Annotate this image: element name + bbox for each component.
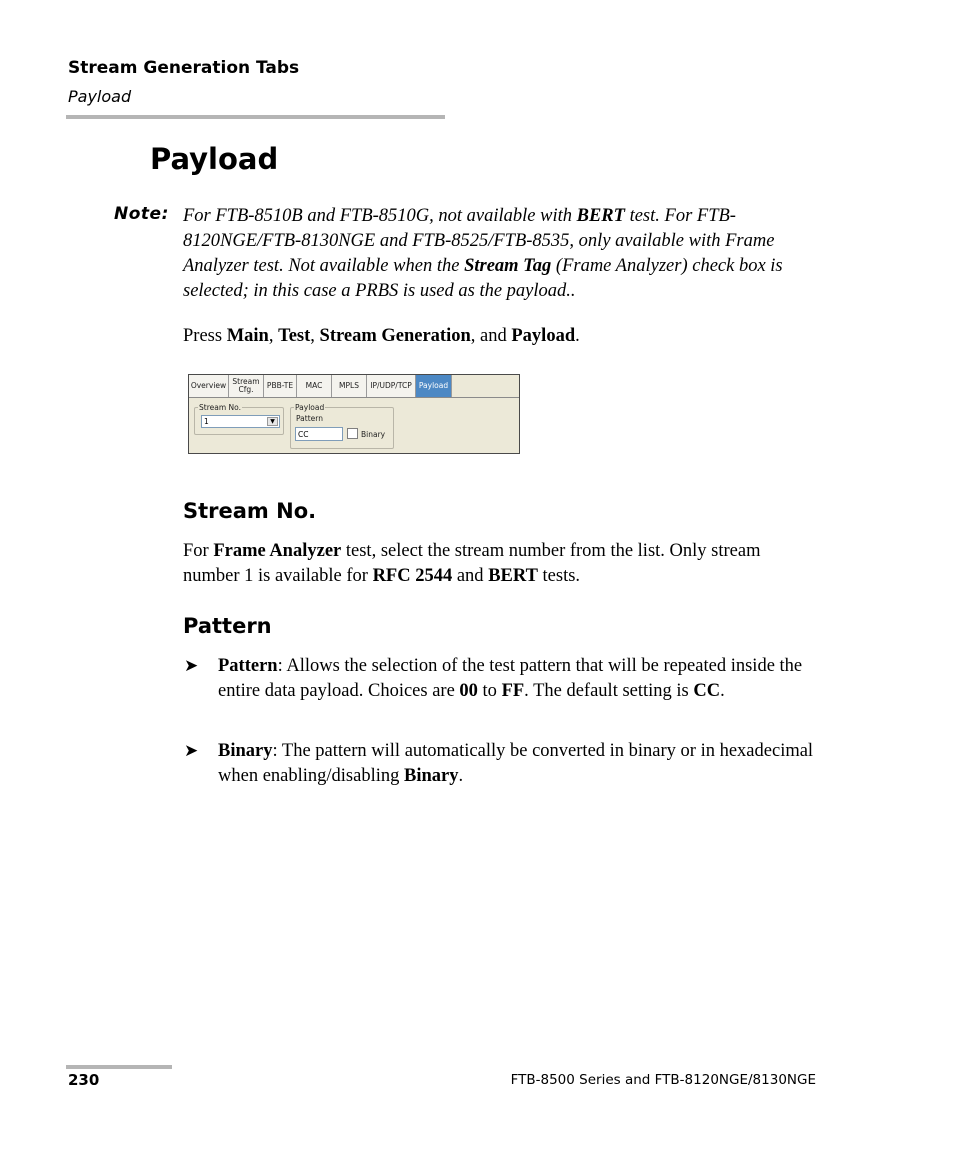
payload-group	[290, 403, 394, 449]
tab-mpls: MPLS	[332, 375, 367, 397]
stream-no-description: For Frame Analyzer test, select the stream number from the list. Only stream number 1 is available for RFC 2544 and BERT tests.	[183, 541, 761, 586]
navigation-instruction: Press Main, Test, Stream Generation, and Payload.	[183, 326, 580, 346]
stream-no-value: 1	[204, 417, 209, 426]
stream-no-heading: Stream No.	[183, 499, 317, 523]
tab-pbb-te: PBB-TE	[264, 375, 297, 397]
bullet-arrow-icon: ➤	[184, 741, 199, 760]
page-number: 230	[68, 1071, 100, 1089]
stream-no-group	[194, 403, 284, 435]
stream-no-legend: Stream No.	[199, 403, 241, 412]
binary-label: Binary	[361, 430, 386, 439]
pattern-field	[295, 427, 343, 441]
tab-payload: Payload	[416, 375, 452, 397]
running-header-section: Stream Generation Tabs	[68, 58, 300, 78]
payload-legend: Payload	[295, 403, 325, 412]
stream-no-select	[201, 415, 280, 428]
page-title: Payload	[150, 142, 279, 176]
tab-bar	[189, 375, 519, 398]
binary-bullet: Binary: The pattern will automatically be converted in binary or in hexadecimal when enabling/disabling Binary.	[218, 741, 814, 786]
footer-rule	[66, 1065, 172, 1069]
tab-mac: MAC	[297, 375, 332, 397]
tab-ip-udp-tcp: IP/UDP/TCP	[367, 375, 416, 397]
payload-tab-screenshot	[188, 374, 520, 454]
header-rule	[66, 115, 445, 119]
document-title: FTB-8500 Series and FTB-8120NGE/8130NGE	[510, 1072, 816, 1088]
chevron-down-icon: ▼	[267, 417, 278, 426]
pattern-label: Pattern	[296, 414, 323, 423]
tab-overview: Overview	[189, 375, 229, 397]
pattern-bullet: Pattern: Allows the selection of the test pattern that will be repeated inside the entire data payload. Choices are 00 to FF. The default setting is CC.	[218, 656, 803, 701]
note-label: Note:	[114, 204, 169, 224]
note-text: For FTB-8510B and FTB-8510G, not available with BERT test. For FTB-8120NGE/FTB-8130NGE and FTB-8525/FTB-8535, only available with Frame Analyzer test. Not available when the Stream Tag (Frame Analyzer) check box is selected; in this case a PRBS is used as the payload..	[183, 206, 783, 301]
binary-checkbox	[347, 428, 358, 439]
running-header-subsection: Payload	[68, 87, 132, 106]
pattern-value: CC	[298, 430, 309, 439]
pattern-heading: Pattern	[183, 614, 272, 638]
bullet-arrow-icon: ➤	[184, 656, 199, 675]
tab-stream-cfg: Stream Cfg.	[229, 375, 264, 397]
